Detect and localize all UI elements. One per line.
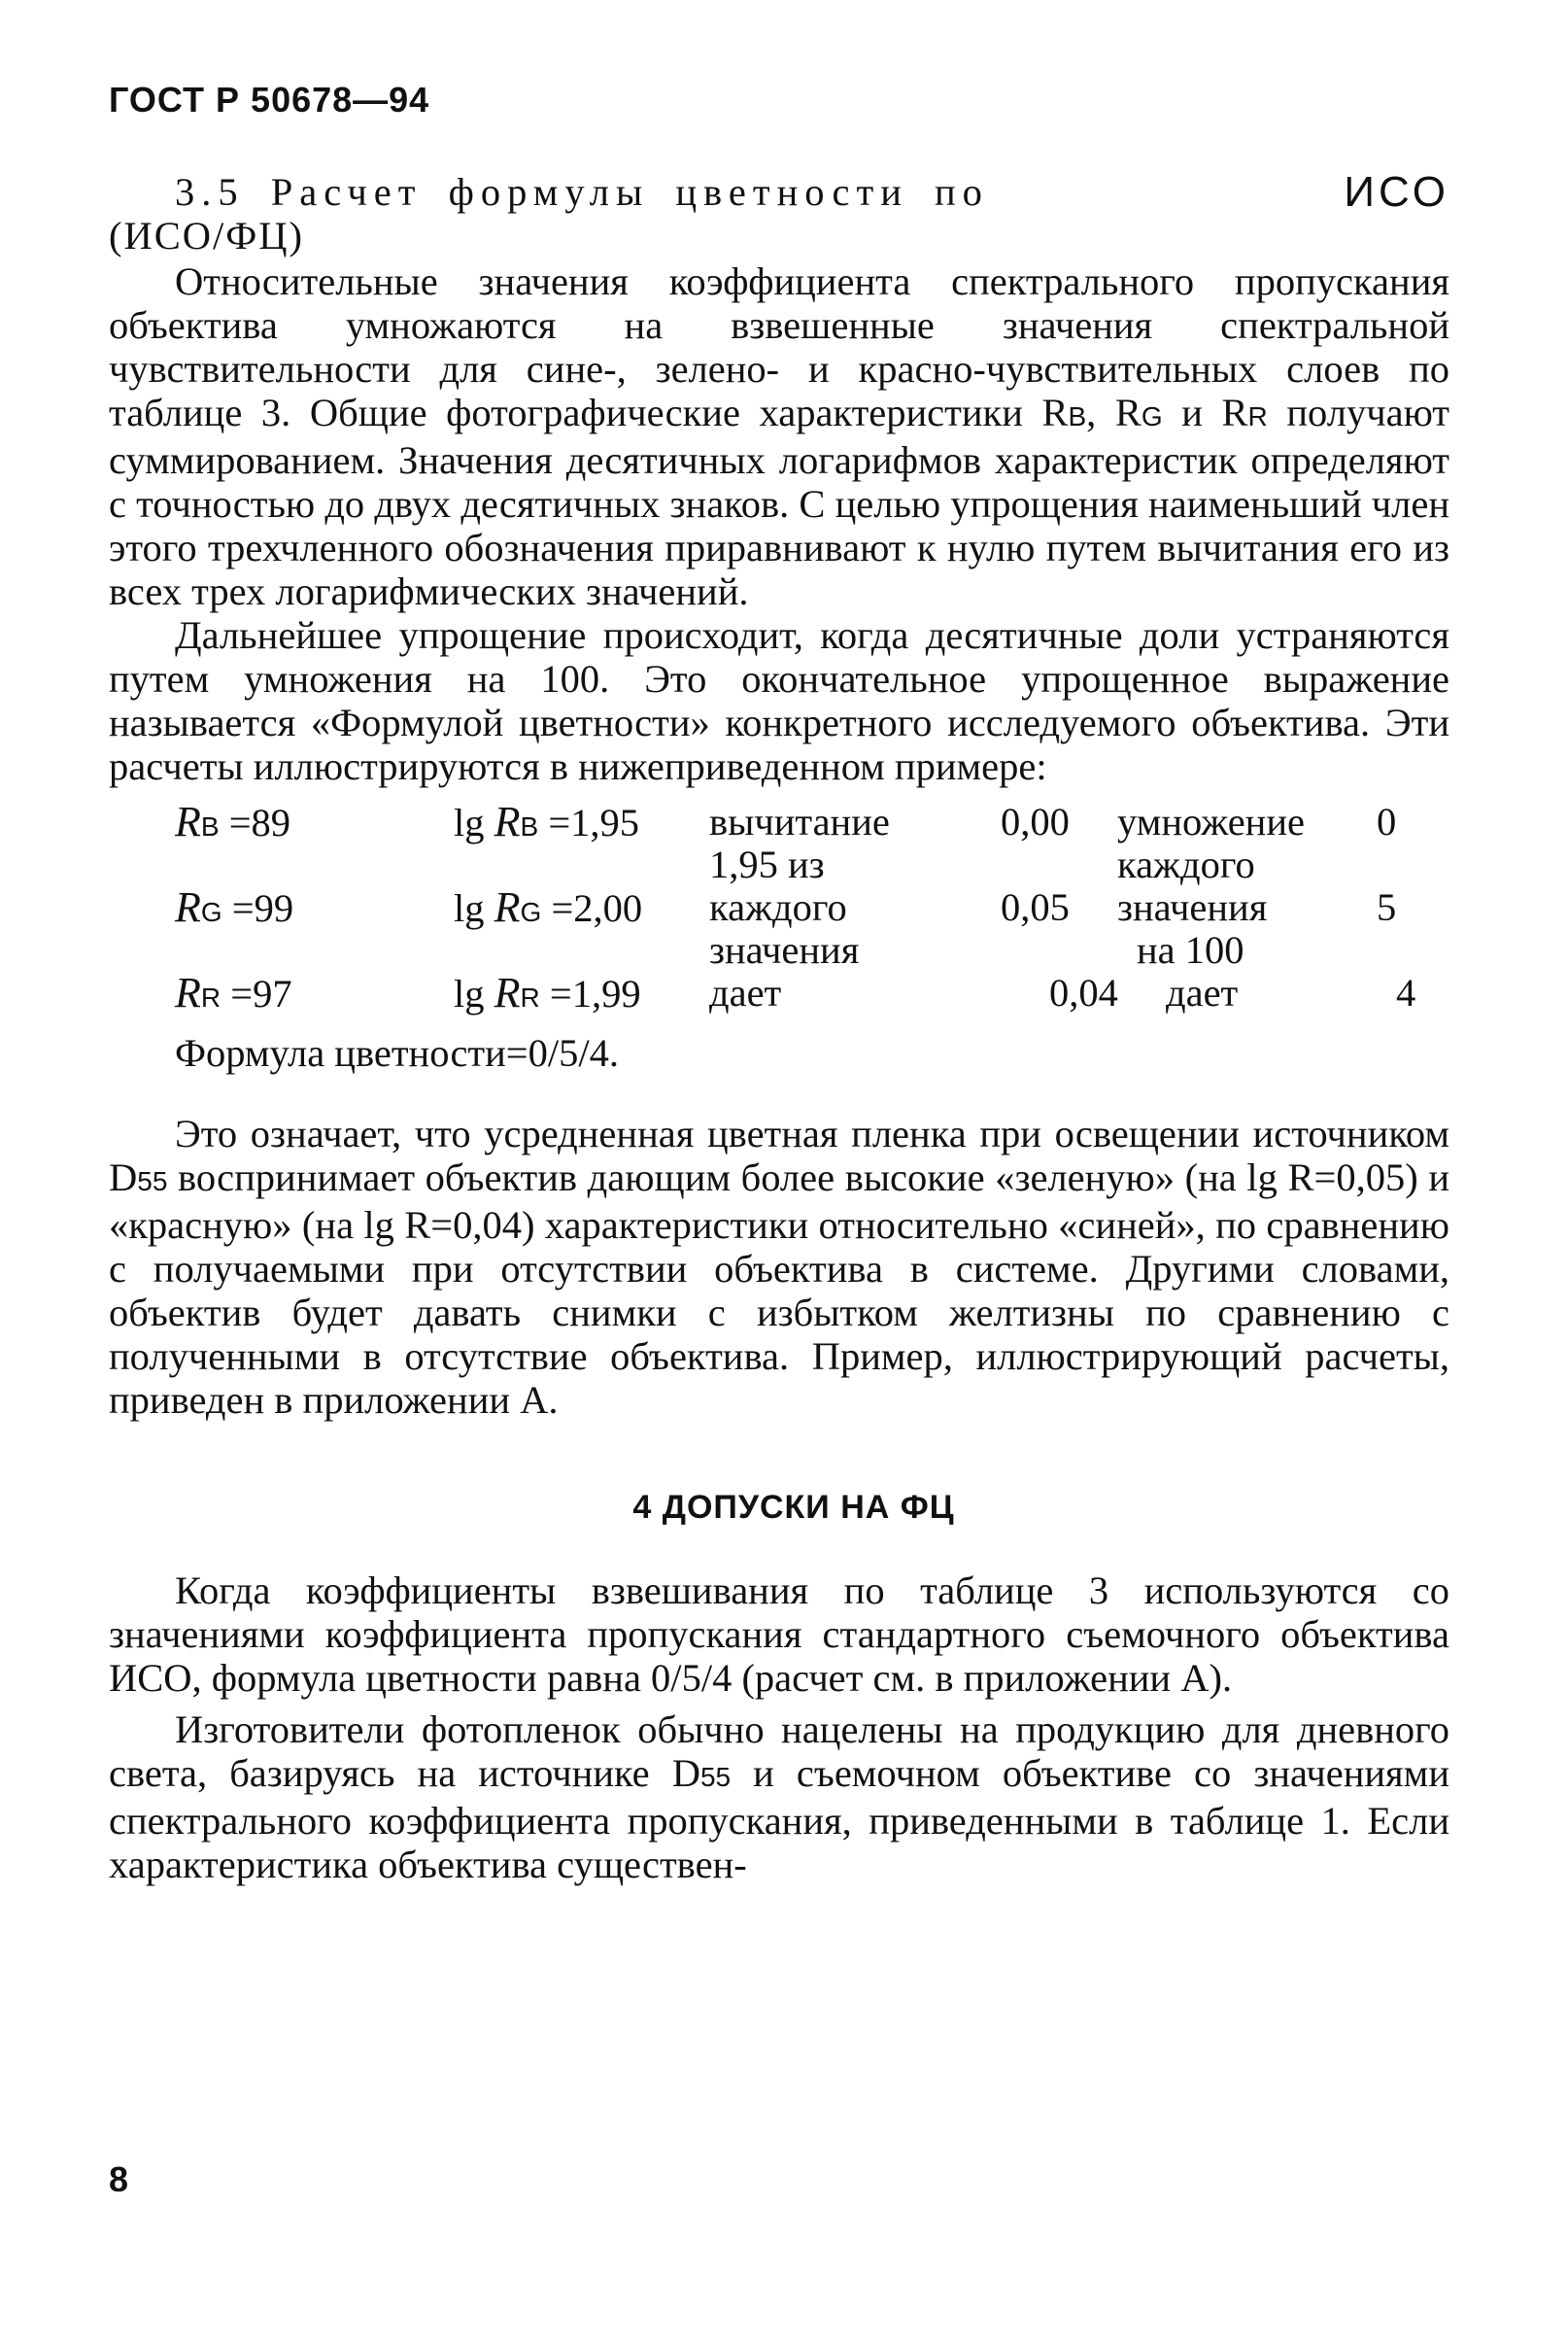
example-row-b-result: 0 [1377,800,1397,844]
calculation-example [109,800,1449,1025]
example-row-g-note2: значения [1117,885,1268,929]
section-3-5-title [109,170,1449,214]
page-number: 8 [109,2159,129,2199]
example-row-r-diff: 0,04 [1049,971,1118,1015]
standard-code-header: ГОСТ Р 50678—94 [109,80,430,120]
example-row-r-r: RR =97 [175,969,292,1017]
example-note-by-100: на 100 [1137,928,1244,972]
main-content [109,170,1449,1886]
example-note-each: каждого [1117,843,1255,886]
paragraph-weighting-coefficients: Когда коэффициенты взвешивания по таблице 3 используются со значениями коэффициента пропускания стандартного съемочного объектива ИСО, формула цветности равна 0/5/4 (расчет см. в приложении А). [109,1568,1449,1700]
paragraph-simplification: Дальнейшее упрощение происходит, когда десятичные доли устраняются путем умножения на 100. Это окончательное упрощенное выражение называется «Формулой цветности» конкретного исследуемого объектива. Эти расчеты иллюстрируются в нижеприведенном примере: [109,613,1449,788]
chromaticity-formula: Формула цветности=0/5/4. [175,1031,620,1075]
example-row-r-result: 4 [1396,971,1416,1015]
example-row-g-note1: каждого [709,885,847,929]
section-4-heading: 4 ДОПУСКИ НА ФЦ [632,1489,955,1526]
example-row-b-note1: вычитание [709,800,890,844]
example-row-g-lg: lg RG =2,00 [454,883,643,931]
example-row-g-diff: 0,05 [1001,885,1070,929]
example-row-b-lg: lg RB =1,95 [454,798,640,845]
example-row-r-lg: lg RR =1,99 [454,969,641,1017]
section-title-text: 3.5 Расчет формулы цветности по [175,170,989,214]
paragraph-film-manufacturers: Изготовители фотопленок обычно нацелены на продукцию для дневного света, базируясь на источнике D55 и съемочном объективе со значениями спектрального коэффициента пропускания, приведенными в таблице 1. Если характеристика объектива существен- [109,1707,1449,1886]
example-row-r-note1: дает [709,971,782,1015]
example-note-subtract-from: 1,95 из [709,843,825,886]
section-title-iso: ИСО [1344,168,1449,216]
example-row-g-result: 5 [1377,885,1397,929]
example-row-b-r: RB =89 [175,798,291,845]
example-row-b-note2: умножение [1117,800,1306,844]
example-row-b-diff: 0,00 [1001,800,1070,844]
section-title-abbrev: (ИСО/ФЦ) [109,214,304,258]
example-row-r-note2: дает [1166,971,1239,1015]
paragraph-meaning: Это означает, что усредненная цветная пленка при освещении источником D55 воспринимает объектив дающим более высокие «зеленую» (на lg R=0,05) и «красную» (на lg R=0,04) характеристики относительно «синей», по сравнению с получаемыми при отсутствии объектива в системе. Другими словами, объектив будет давать снимки с избытком желтизны по сравнению с полученными в отсутствие объектива. Пример, иллюстрирующий расчеты, приведен в приложении А. [109,1112,1449,1422]
example-row-g-r: RG =99 [175,883,294,931]
paragraph-weighting: Относительные значения коэффициента спектрального пропускания объектива умножаются на взвешенные значения спектральной чувствительности для сине-, зелено- и красно-чувствительных слоев по таблице 3. Общие фотографические характеристики RB, RG и RR получают суммированием. Значения десятичных логарифмов характеристик определяют с точностью до двух десятичных знаков. С целью упрощения наименьший член этого трехчленного обозначения приравнивают к нулю путем вычитания его из всех трех логарифмических значений. [109,259,1449,613]
example-note-values: значения [709,928,860,972]
